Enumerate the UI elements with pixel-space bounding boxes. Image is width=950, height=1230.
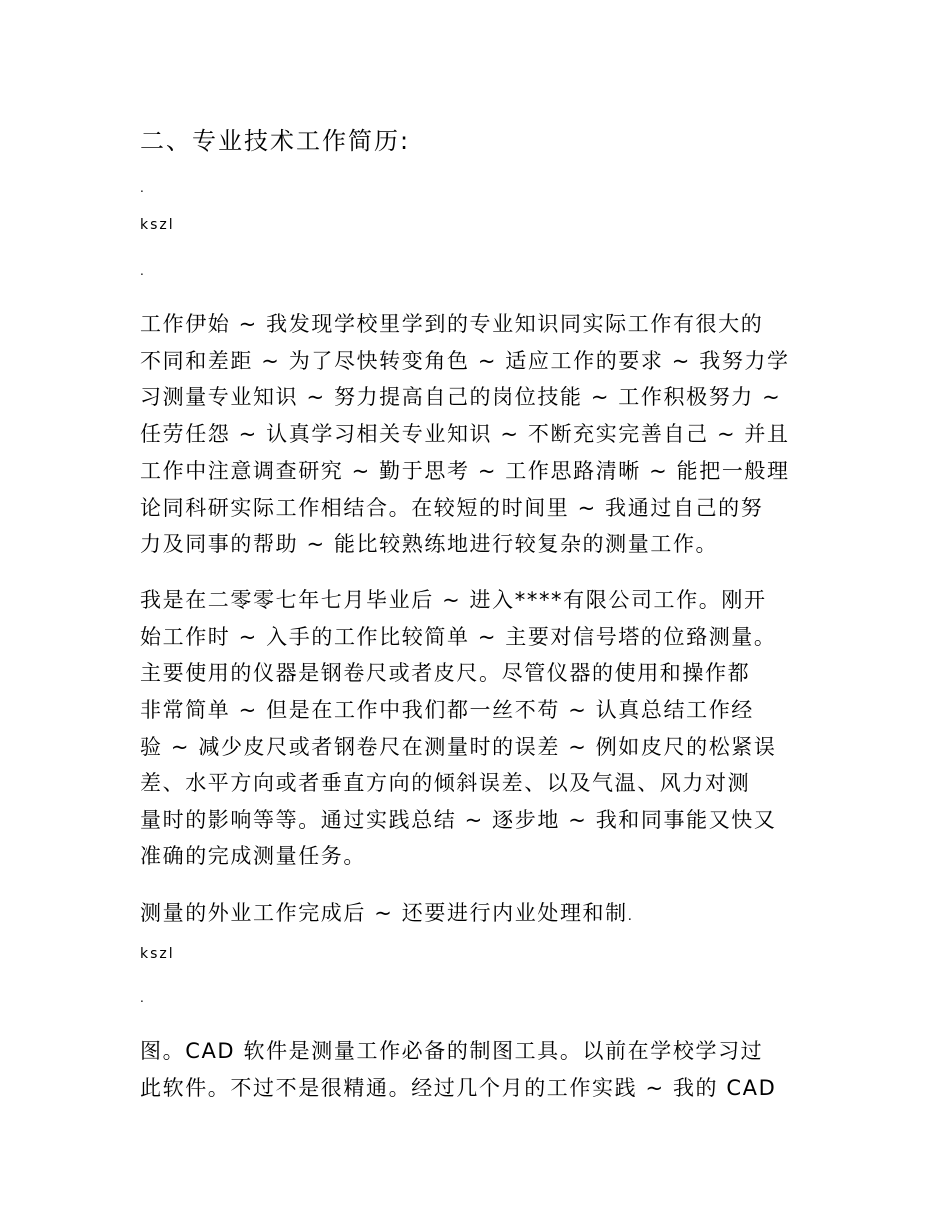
paragraph-3-line: [140, 897, 632, 927]
paragraph-2-line: 主要使用的仪器是钢卷尺或者皮尺。尽管仪器的使用和操作都: [140, 661, 751, 685]
section-heading: 二、专业技术工作简历:: [140, 127, 411, 155]
paragraph-1-line: 不同和差距 ~ 为了尽快转变角色 ~ 适应工作的要求 ~ 我努力学: [140, 349, 790, 373]
paragraph-2-line: 始工作时 ~ 入手的工作比较简单 ~ 主要对信号塔的位臵测量。: [140, 625, 777, 649]
paragraph-2-line: 非常简单 ~ 但是在工作中我们都一丝不苟 ~ 认真总结工作经: [140, 698, 754, 722]
paragraph-1-line: 力及同事的帮助 ~ 能比较熟练地进行较复杂的测量工作。: [140, 532, 719, 556]
separator-dot: .: [140, 991, 144, 1005]
header-label: kszl: [140, 946, 175, 962]
paragraph-2-line: 量时的影响等等。通过实践总结 ~ 逐步地 ~ 我和同事能又快又: [140, 808, 777, 832]
paragraph-2-line: 验 ~ 减少皮尺或者钢卷尺在测量时的误差 ~ 例如皮尺的松紧误: [140, 735, 777, 759]
paragraph-1-line: 工作伊始 ~ 我发现学校里学到的专业知识同实际工作有很大的: [140, 312, 764, 336]
separator-dot: .: [140, 264, 144, 278]
paragraph-3-text: 测量的外业工作完成后 ~ 还要进行内业处理和制: [140, 901, 628, 925]
paragraph-1-line: 工作中注意调查研究 ~ 勤于思考 ~ 工作思路清晰 ~ 能把一般理: [140, 459, 790, 483]
header-label: kszl: [140, 217, 175, 233]
paragraph-2-line: 我是在二零零七年七月毕业后 ~ 进入****有限公司工作。刚开: [140, 588, 767, 612]
paragraph-4-line: 图。CAD 软件是测量工作必备的制图工具。以前在学校学习过: [140, 1039, 764, 1063]
paragraph-2-line: 差、水平方向或者垂直方向的倾斜误差、以及气温、风力对测: [140, 771, 751, 795]
paragraph-1-line: 论同科研实际工作相结合。在较短的时间里 ~ 我通过自己的努: [140, 496, 764, 520]
paragraph-1-line: 习测量专业知识 ~ 努力提高自己的岗位技能 ~ 工作积极努力 ~: [140, 385, 782, 409]
separator-dot: .: [140, 181, 144, 195]
paragraph-4-line: 此软件。不过不是很精通。经过几个月的工作实践 ~ 我的 CAD: [140, 1076, 777, 1100]
paragraph-1-line: 任劳任怨 ~ 认真学习相关专业知识 ~ 不断充实完善自己 ~ 并且: [140, 422, 790, 446]
paragraph-2-line: 准确的完成测量任务。: [140, 844, 366, 868]
paragraph-3-tail: .: [627, 909, 632, 924]
